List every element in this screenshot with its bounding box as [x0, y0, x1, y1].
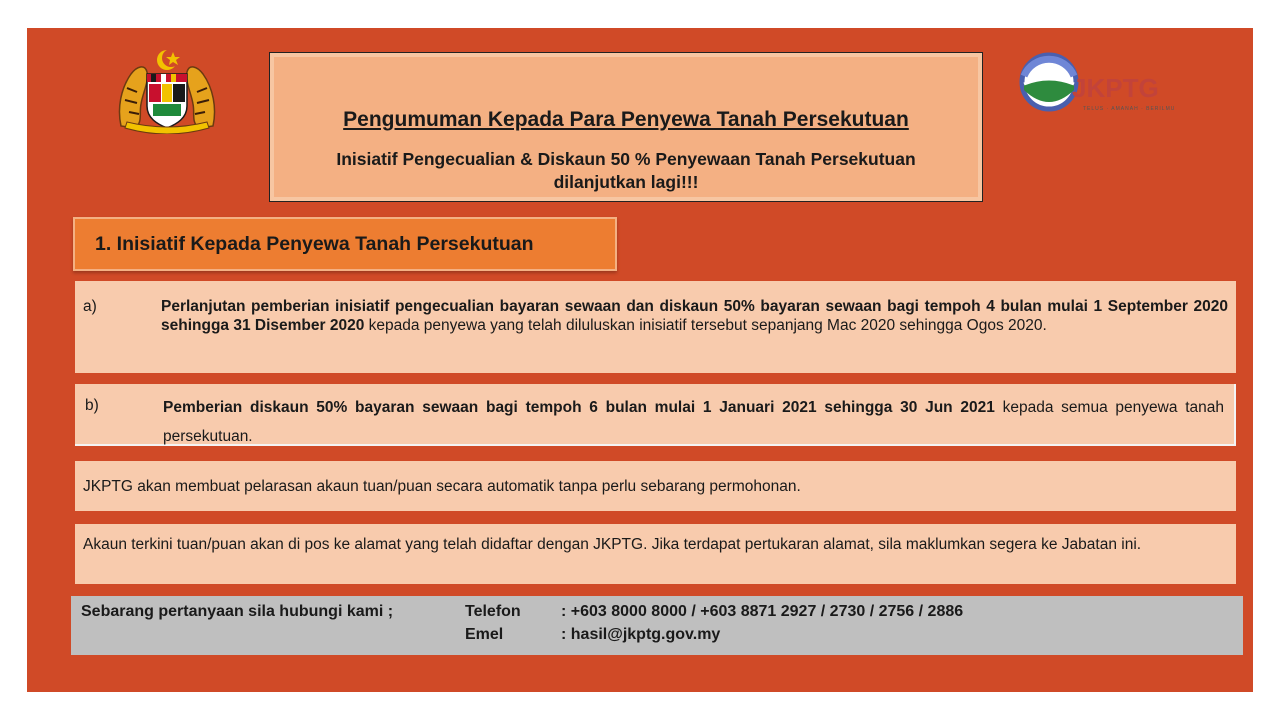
contact-bar: [71, 596, 1243, 655]
item-a-rest-text: kepada penyewa yang telah diluluskan inisiatif tersebut sepanjang Mac 2020 sehingga Ogos 2020.: [364, 317, 1047, 334]
item-a-bold-text: Perlanjutan pemberian inisiatif pengecualian bayaran sewaan dan diskaun 50% bayaran sewaan bagi tempoh 4 bulan mulai 1 September 2020 sehingga 31 Disember 2020: [161, 298, 1228, 334]
item-a-letter: a): [83, 298, 97, 315]
auto-adjust-text: JKPTG akan membuat pelarasan akaun tuan/puan secara automatik tanpa perlu sebarang permohonan.: [83, 478, 801, 495]
subtitle-line-1: Inisiatif Pengecualian & Diskaun 50 % Penyewaan Tanah Persekutuan: [336, 149, 916, 169]
announcement-slide: [27, 28, 1253, 692]
initiative-item-a: [75, 281, 1236, 373]
phone-value: : +603 8000 8000 / +603 8871 2927 / 2730 / 2756 / 2886: [561, 603, 964, 620]
email-label: Emel: [465, 626, 504, 643]
phone-label: Telefon: [465, 603, 521, 620]
item-b-letter: b): [85, 397, 99, 414]
announcement-title: Pengumuman Kepada Para Penyewa Tanah Persekutuan: [343, 108, 909, 131]
statement-note: [75, 524, 1236, 584]
statement-text: Akaun terkini tuan/puan akan di pos ke alamat yang telah didaftar dengan JKPTG. Jika terdapat pertukaran alamat, sila maklumkan segera ke Jabatan ini.: [83, 536, 1142, 553]
item-a-text: [161, 297, 1228, 335]
announcement-subtitle: [270, 148, 982, 194]
item-b-rest-text: kepada semua penyewa tanah persekutuan.: [163, 399, 1224, 445]
initiative-item-b: [75, 384, 1236, 446]
jkptg-logo-text: JKPTG: [1072, 73, 1159, 103]
announcement-header: [269, 52, 983, 202]
contact-lead-text: Sebarang pertanyaan sila hubungi kami ;: [81, 603, 394, 620]
email-value: : hasil@jkptg.gov.my: [561, 626, 721, 643]
subtitle-line-2: dilanjutkan lagi!!!: [553, 172, 699, 192]
auto-adjust-note: [75, 461, 1236, 511]
jkptg-logo-tagline: TELUS · AMANAH · BERILMU: [1083, 106, 1176, 112]
item-b-text: [163, 393, 1224, 451]
section-heading-text: 1. Inisiatif Kepada Penyewa Tanah Persekutuan: [95, 233, 534, 255]
malaysia-coat-of-arms-logo: [111, 48, 223, 134]
item-b-bold-text: Pemberian diskaun 50% bayaran sewaan bagi tempoh 6 bulan mulai 1 Januari 2021 sehingga 30 Jun 2021: [163, 399, 995, 416]
section-heading: [73, 217, 617, 271]
